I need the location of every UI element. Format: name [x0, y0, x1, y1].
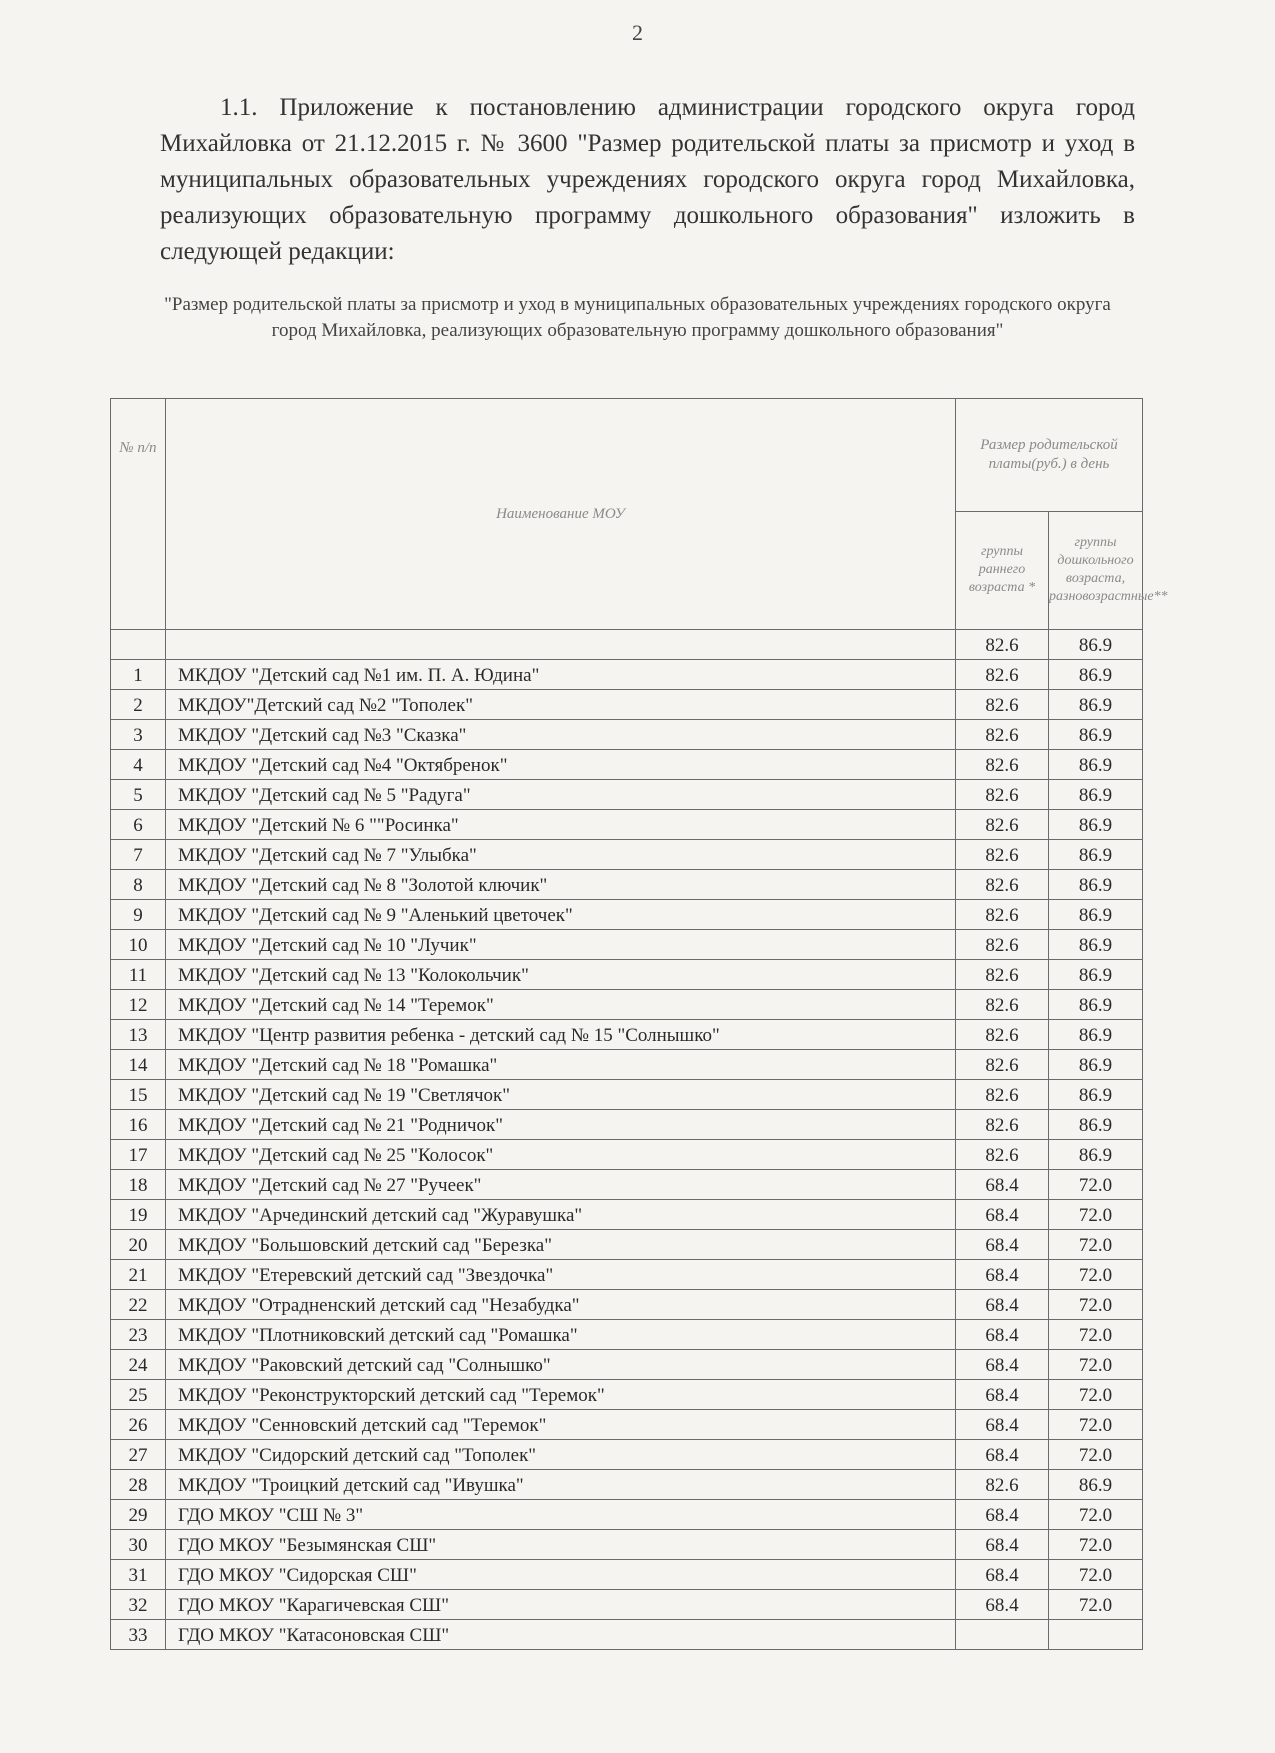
institution-name-cell: МКДОУ"Детский сад №2 "Тополек" [166, 690, 956, 720]
early-fee-cell [956, 1620, 1049, 1650]
table-row [111, 750, 1143, 780]
preschool-fee-cell: 72.0 [1049, 1380, 1143, 1410]
preschool-fee-cell: 72.0 [1049, 1170, 1143, 1200]
institution-name-cell: МКДОУ "Раковский детский сад "Солнышко" [166, 1350, 956, 1380]
row-number-cell: 15 [111, 1080, 166, 1110]
institution-name-cell: МКДОУ "Детский сад № 13 "Колокольчик" [166, 960, 956, 990]
preschool-fee-cell: 86.9 [1049, 630, 1143, 660]
preschool-fee-cell: 72.0 [1049, 1230, 1143, 1260]
preschool-fee-cell: 86.9 [1049, 780, 1143, 810]
institution-name-cell: МКДОУ "Детский сад № 7 "Улыбка" [166, 840, 956, 870]
early-fee-cell: 68.4 [956, 1410, 1049, 1440]
row-number-cell: 32 [111, 1590, 166, 1620]
preschool-fee-cell: 86.9 [1049, 660, 1143, 690]
header-institution-name: Наименование МОУ [166, 399, 956, 630]
header-number: № п/п [111, 399, 166, 630]
early-fee-cell: 82.6 [956, 780, 1049, 810]
preschool-fee-cell: 86.9 [1049, 1110, 1143, 1140]
institution-name-cell: МКДОУ "Детский сад № 19 "Светлячок" [166, 1080, 956, 1110]
table-row [111, 1050, 1143, 1080]
row-number-cell: 13 [111, 1020, 166, 1050]
row-number-cell: 26 [111, 1410, 166, 1440]
table-row [111, 1500, 1143, 1530]
table-row [111, 1560, 1143, 1590]
preschool-fee-cell: 72.0 [1049, 1350, 1143, 1380]
early-fee-cell: 68.4 [956, 1170, 1049, 1200]
institution-name-cell: МКДОУ "Детский № 6 ""Росинка" [166, 810, 956, 840]
institution-name-cell: МКДОУ "Плотниковский детский сад "Ромашка" [166, 1320, 956, 1350]
preschool-fee-cell: 86.9 [1049, 900, 1143, 930]
row-number-cell: 12 [111, 990, 166, 1020]
header-fee-size: Размер родительской платы(руб.) в день [956, 399, 1143, 512]
table-row [111, 690, 1143, 720]
early-fee-cell: 68.4 [956, 1590, 1049, 1620]
institution-name-cell: МКДОУ "Детский сад № 21 "Родничок" [166, 1110, 956, 1140]
early-fee-cell: 82.6 [956, 1080, 1049, 1110]
institution-name-cell: МКДОУ "Троицкий детский сад "Ивушка" [166, 1470, 956, 1500]
table-row [111, 1350, 1143, 1380]
table-row [111, 1620, 1143, 1650]
table-cell [166, 630, 956, 660]
preschool-fee-cell: 86.9 [1049, 870, 1143, 900]
row-number-cell: 10 [111, 930, 166, 960]
institution-name-cell: МКДОУ "Детский сад № 25 "Колосок" [166, 1140, 956, 1170]
early-fee-cell: 68.4 [956, 1230, 1049, 1260]
preschool-fee-cell: 72.0 [1049, 1530, 1143, 1560]
institution-name-cell: МКДОУ "Реконструкторский детский сад "Теремок" [166, 1380, 956, 1410]
row-number-cell: 29 [111, 1500, 166, 1530]
header-values-row [111, 630, 1143, 660]
institution-name-cell: ГДО МКОУ "СШ № 3" [166, 1500, 956, 1530]
row-number-cell: 11 [111, 960, 166, 990]
early-fee-cell: 82.6 [956, 1470, 1049, 1500]
institution-name-cell: МКДОУ "Детский сад № 18 "Ромашка" [166, 1050, 956, 1080]
row-number-cell: 28 [111, 1470, 166, 1500]
preschool-fee-cell: 86.9 [1049, 1080, 1143, 1110]
table-cell [111, 630, 166, 660]
row-number-cell: 16 [111, 1110, 166, 1140]
row-number-cell: 8 [111, 870, 166, 900]
row-number-cell: 30 [111, 1530, 166, 1560]
early-fee-cell: 82.6 [956, 660, 1049, 690]
preschool-fee-cell: 86.9 [1049, 1050, 1143, 1080]
institution-name-cell: МКДОУ "Центр развития ребенка - детский сад № 15 "Солнышко" [166, 1020, 956, 1050]
preschool-fee-cell: 86.9 [1049, 960, 1143, 990]
preschool-fee-cell: 86.9 [1049, 930, 1143, 960]
table-row [111, 1290, 1143, 1320]
preschool-fee-cell: 72.0 [1049, 1200, 1143, 1230]
page-number: 2 [632, 20, 643, 45]
early-fee-cell: 82.6 [956, 990, 1049, 1020]
preschool-fee-cell: 86.9 [1049, 1470, 1143, 1500]
institution-name-cell: МКДОУ "Отрадненский детский сад "Незабудка" [166, 1290, 956, 1320]
table-row [111, 1530, 1143, 1560]
institution-name-cell: МКДОУ "Сенновский детский сад "Теремок" [166, 1410, 956, 1440]
row-number-cell: 27 [111, 1440, 166, 1470]
early-fee-cell: 82.6 [956, 810, 1049, 840]
institution-name-cell: ГДО МКОУ "Катасоновская СШ" [166, 1620, 956, 1650]
preschool-fee-cell: 72.0 [1049, 1260, 1143, 1290]
table-row [111, 1200, 1143, 1230]
institution-name-cell: ГДО МКОУ "Сидорская СШ" [166, 1560, 956, 1590]
preschool-fee-cell: 86.9 [1049, 1140, 1143, 1170]
preschool-fee-cell: 72.0 [1049, 1410, 1143, 1440]
table-row [111, 930, 1143, 960]
row-number-cell: 5 [111, 780, 166, 810]
institution-name-cell: МКДОУ "Детский сад № 8 "Золотой ключик" [166, 870, 956, 900]
row-number-cell: 17 [111, 1140, 166, 1170]
table-title: "Размер родительской платы за присмотр и уход в муниципальных образовательных учреждениях городского округа город Михайловка, реализующих образовательную программу дошкольного образования" [164, 294, 1111, 341]
table-row [111, 1470, 1143, 1500]
early-fee-cell: 82.6 [956, 1020, 1049, 1050]
table-row [111, 870, 1143, 900]
early-fee-cell: 68.4 [956, 1530, 1049, 1560]
header-preschool-groups: группы дошкольного возраста, разновозрастные** [1049, 511, 1143, 629]
institution-name-cell: МКДОУ "Детский сад № 27 "Ручеек" [166, 1170, 956, 1200]
table-row [111, 1440, 1143, 1470]
table-row [111, 1380, 1143, 1410]
row-number-cell: 25 [111, 1380, 166, 1410]
preschool-fee-cell: 72.0 [1049, 1320, 1143, 1350]
preschool-fee-cell: 72.0 [1049, 1560, 1143, 1590]
table-row [111, 1230, 1143, 1260]
row-number-cell: 22 [111, 1290, 166, 1320]
institution-name-cell: МКДОУ "Детский сад № 14 "Теремок" [166, 990, 956, 1020]
early-fee-cell: 82.6 [956, 1050, 1049, 1080]
table-row [111, 960, 1143, 990]
institution-name-cell: ГДО МКОУ "Карагичевская СШ" [166, 1590, 956, 1620]
row-number-cell: 4 [111, 750, 166, 780]
table-row [111, 1260, 1143, 1290]
preschool-fee-cell [1049, 1620, 1143, 1650]
row-number-cell: 7 [111, 840, 166, 870]
institution-name-cell: МКДОУ "Етеревский детский сад "Звездочка" [166, 1260, 956, 1290]
preschool-fee-cell: 86.9 [1049, 810, 1143, 840]
early-fee-cell: 68.4 [956, 1500, 1049, 1530]
early-fee-cell: 68.4 [956, 1200, 1049, 1230]
row-number-cell: 6 [111, 810, 166, 840]
preschool-fee-cell: 86.9 [1049, 990, 1143, 1020]
early-fee-cell: 82.6 [956, 900, 1049, 930]
institution-name-cell: МКДОУ "Детский сад № 5 "Радуга" [166, 780, 956, 810]
preschool-fee-cell: 86.9 [1049, 750, 1143, 780]
table-row [111, 660, 1143, 690]
table-row [111, 720, 1143, 750]
institution-name-cell: МКДОУ "Детский сад №4 "Октябренок" [166, 750, 956, 780]
early-fee-cell: 68.4 [956, 1290, 1049, 1320]
row-number-cell: 18 [111, 1170, 166, 1200]
preschool-fee-cell: 86.9 [1049, 690, 1143, 720]
table-row [111, 810, 1143, 840]
early-fee-cell: 68.4 [956, 1350, 1049, 1380]
preschool-fee-cell: 72.0 [1049, 1440, 1143, 1470]
table-row [111, 1140, 1143, 1170]
row-number-cell: 31 [111, 1560, 166, 1590]
table-row [111, 1320, 1143, 1350]
table-row [111, 780, 1143, 810]
row-number-cell: 19 [111, 1200, 166, 1230]
early-fee-cell: 68.4 [956, 1260, 1049, 1290]
early-fee-cell: 82.6 [956, 960, 1049, 990]
table-row [111, 1110, 1143, 1140]
early-fee-cell: 68.4 [956, 1320, 1049, 1350]
early-fee-cell: 82.6 [956, 840, 1049, 870]
early-fee-cell: 82.6 [956, 870, 1049, 900]
preschool-fee-cell: 86.9 [1049, 840, 1143, 870]
table-row [111, 990, 1143, 1020]
row-number-cell: 24 [111, 1350, 166, 1380]
row-number-cell: 20 [111, 1230, 166, 1260]
row-number-cell: 33 [111, 1620, 166, 1650]
early-fee-cell: 82.6 [956, 630, 1049, 660]
early-fee-cell: 82.6 [956, 930, 1049, 960]
early-fee-cell: 68.4 [956, 1380, 1049, 1410]
institution-name-cell: МКДОУ "Детский сад № 10 "Лучик" [166, 930, 956, 960]
preschool-fee-cell: 72.0 [1049, 1500, 1143, 1530]
preschool-fee-cell: 86.9 [1049, 720, 1143, 750]
early-fee-cell: 82.6 [956, 1110, 1049, 1140]
early-fee-cell: 82.6 [956, 690, 1049, 720]
row-number-cell: 21 [111, 1260, 166, 1290]
institution-name-cell: МКДОУ "Детский сад № 9 "Аленький цветочек" [166, 900, 956, 930]
row-number-cell: 2 [111, 690, 166, 720]
preschool-fee-cell: 72.0 [1049, 1590, 1143, 1620]
institution-name-cell: МКДОУ "Большовский детский сад "Березка" [166, 1230, 956, 1260]
row-number-cell: 14 [111, 1050, 166, 1080]
table-row [111, 900, 1143, 930]
table-row [111, 840, 1143, 870]
preschool-fee-cell: 72.0 [1049, 1290, 1143, 1320]
table-row [111, 1590, 1143, 1620]
early-fee-cell: 82.6 [956, 720, 1049, 750]
table-row [111, 1410, 1143, 1440]
institution-name-cell: МКДОУ "Арчединский детский сад "Журавушка" [166, 1200, 956, 1230]
table-row [111, 1020, 1143, 1050]
table-row [111, 1080, 1143, 1110]
table-row [111, 1170, 1143, 1200]
institution-name-cell: ГДО МКОУ "Безымянская СШ" [166, 1530, 956, 1560]
row-number-cell: 9 [111, 900, 166, 930]
row-number-cell: 3 [111, 720, 166, 750]
intro-paragraph: 1.1. Приложение к постановлению администрации городского округа город Михайловка от 21.12.2015 г. № 3600 "Размер родительской платы за присмотр и уход в муниципальных образовательных учреждениях городского округа город Михайловка, реализующих образовательную программу дошкольного образования" изложить в следующей редакции: [160, 94, 1135, 265]
early-fee-cell: 68.4 [956, 1560, 1049, 1590]
early-fee-cell: 82.6 [956, 1140, 1049, 1170]
early-fee-cell: 82.6 [956, 750, 1049, 780]
institution-name-cell: МКДОУ "Детский сад №1 им. П. А. Юдина" [166, 660, 956, 690]
fee-table [110, 398, 1168, 1650]
institution-name-cell: МКДОУ "Детский сад №3 "Сказка" [166, 720, 956, 750]
row-number-cell: 1 [111, 660, 166, 690]
preschool-fee-cell: 86.9 [1049, 1020, 1143, 1050]
row-number-cell: 23 [111, 1320, 166, 1350]
early-fee-cell: 68.4 [956, 1440, 1049, 1470]
institution-name-cell: МКДОУ "Сидорский детский сад "Тополек" [166, 1440, 956, 1470]
header-early-age-groups: группы раннего возраста * [956, 511, 1049, 629]
